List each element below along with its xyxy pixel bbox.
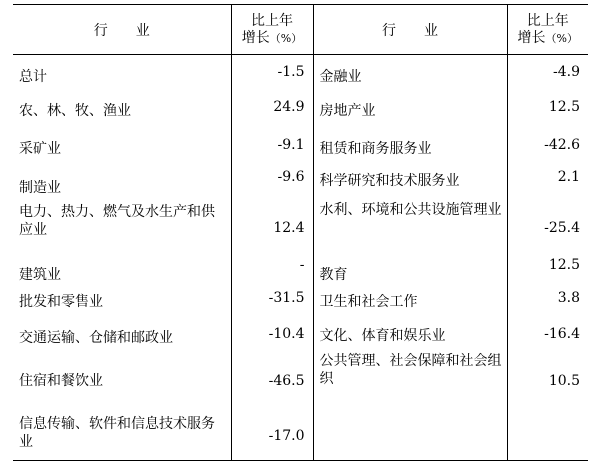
growth-value-right: 12.5 [548, 98, 580, 115]
growth-value-right: -42.6 [544, 136, 580, 153]
header-growth-unit: （%） [269, 31, 303, 45]
header-industry-left: 行业 [13, 5, 231, 55]
industry-name-right: 租赁和商务服务业 [313, 128, 507, 168]
industry-name-left: 批发和零售业 [13, 289, 231, 317]
growth-value-right: -16.4 [544, 325, 580, 342]
table-row [13, 352, 588, 405]
header-industry-right: 行业 [313, 5, 507, 55]
growth-value-right: 10.5 [548, 372, 580, 389]
industry-name-left: 住宿和餐饮业 [13, 352, 231, 405]
industry-name-left: 电力、热力、燃气及水生产和供应业 [13, 201, 231, 256]
industry-name-right: 文化、体育和娱乐业 [313, 317, 507, 352]
industry-name-left: 交通运输、仓储和邮政业 [13, 317, 231, 352]
industry-name-right: 公共管理、社会保障和社会组织 [313, 352, 507, 405]
growth-value-right: 2.1 [557, 168, 580, 185]
industry-name-right: 教育 [313, 256, 507, 289]
table-row [13, 201, 588, 256]
header-growth-line2-right-wrap [510, 30, 587, 47]
header-growth-right [507, 5, 588, 55]
header-growth-line2-wrap [234, 30, 311, 47]
growth-value-right [507, 405, 588, 461]
industry-name-left: 农、林、牧、渔业 [13, 90, 231, 128]
table-row [13, 317, 588, 352]
growth-value-left: 24.9 [231, 90, 313, 128]
table-body [13, 55, 588, 461]
header-growth-unit-right: （%） [545, 31, 578, 45]
growth-value-left: 12.4 [231, 201, 313, 256]
industry-name-left: 制造业 [13, 168, 231, 201]
growth-value-left: -46.5 [231, 352, 313, 405]
growth-value-right: 12.5 [548, 256, 580, 273]
industry-name-right: 房地产业 [313, 90, 507, 128]
table-row [13, 128, 588, 168]
growth-value-left: -9.1 [231, 128, 313, 168]
industry-growth-table [13, 4, 588, 461]
industry-name-right [313, 405, 507, 461]
growth-value-right: -25.4 [544, 219, 580, 236]
table-row [13, 289, 588, 317]
industry-name-left: 采矿业 [13, 128, 231, 168]
header-growth-left [231, 5, 313, 55]
industry-name-left: 建筑业 [13, 256, 231, 289]
industry-name-right: 金融业 [313, 55, 507, 90]
growth-value-right: -4.9 [553, 64, 580, 80]
header-growth-line1-right: 比上年 [526, 12, 569, 29]
table-header-row [13, 5, 588, 55]
growth-value-left: -31.5 [231, 289, 313, 317]
table-row [13, 405, 588, 461]
header-growth-line2-right: 增长 [517, 29, 546, 46]
industry-name-left: 总计 [13, 55, 231, 90]
growth-value-right: 3.8 [557, 289, 580, 306]
growth-value-left: -10.4 [231, 317, 313, 352]
table-row [13, 256, 588, 289]
industry-name-left: 信息传输、软件和信息技术服务业 [13, 405, 231, 461]
growth-value-left: -17.0 [231, 405, 313, 461]
industry-name-right: 水利、环境和公共设施管理业 [313, 201, 507, 256]
table-row [13, 90, 588, 128]
growth-value-left: - [231, 256, 313, 289]
table-row [13, 168, 588, 201]
industry-name-right: 卫生和社会工作 [313, 289, 507, 317]
growth-value-left: -1.5 [231, 55, 313, 90]
industry-name-right: 科学研究和技术服务业 [313, 168, 507, 201]
growth-value-left: -9.6 [231, 168, 313, 201]
table-row [13, 55, 588, 90]
header-growth-line2: 增长 [241, 29, 270, 46]
header-growth-line1: 比上年 [251, 12, 293, 29]
